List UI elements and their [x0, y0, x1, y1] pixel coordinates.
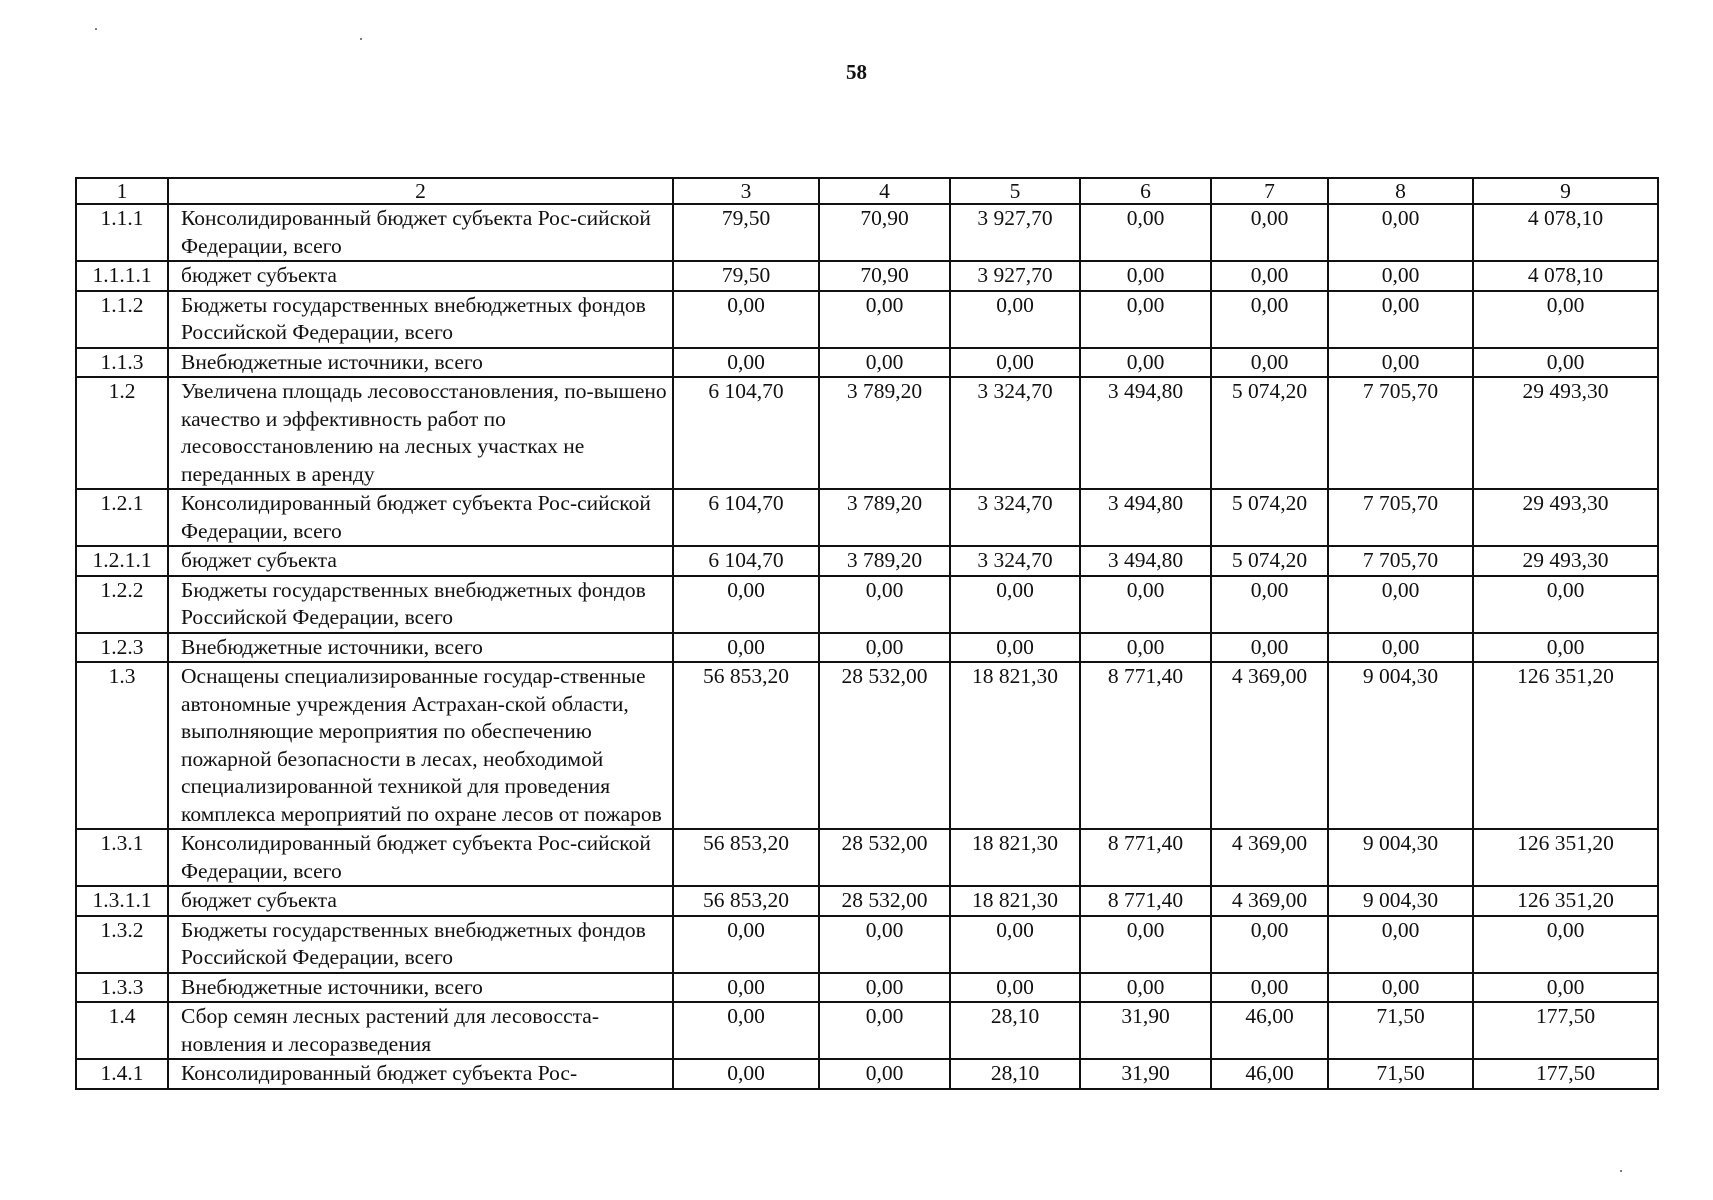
row-value-cell: 4 369,00 — [1211, 886, 1328, 916]
row-name-cell: Бюджеты государственных внебюджетных фондов Российской Федерации, всего — [168, 291, 673, 348]
row-name-cell: бюджет субъекта — [168, 886, 673, 916]
row-value-cell: 0,00 — [950, 916, 1080, 973]
row-value-cell: 70,90 — [819, 204, 950, 261]
row-value-cell: 0,00 — [819, 633, 950, 663]
table-header-row — [76, 178, 1658, 204]
row-value-cell: 0,00 — [1473, 348, 1658, 378]
row-name-cell: Увеличена площадь лесовосстановления, по-вышено качество и эффективность работ по лесовосстановлению на лесных участках не переданных в аренду — [168, 377, 673, 489]
row-value-cell: 4 078,10 — [1473, 261, 1658, 291]
row-value-cell: 0,00 — [1080, 204, 1211, 261]
table-row — [76, 633, 1658, 663]
row-name-cell: Консолидированный бюджет субъекта Рос-сийской Федерации, всего — [168, 489, 673, 546]
table-row — [76, 204, 1658, 261]
row-value-cell: 29 493,30 — [1473, 377, 1658, 489]
table-row — [76, 576, 1658, 633]
table-row — [76, 377, 1658, 489]
row-value-cell: 0,00 — [1473, 973, 1658, 1003]
row-value-cell: 18 821,30 — [950, 829, 1080, 886]
row-value-cell: 29 493,30 — [1473, 546, 1658, 576]
row-value-cell: 0,00 — [1080, 973, 1211, 1003]
row-value-cell: 4 078,10 — [1473, 204, 1658, 261]
row-value-cell: 0,00 — [1328, 973, 1473, 1003]
budget-table — [75, 177, 1659, 1090]
row-value-cell: 79,50 — [673, 204, 819, 261]
row-value-cell: 0,00 — [1328, 204, 1473, 261]
row-code-cell: 1.2.1.1 — [76, 546, 168, 576]
row-value-cell: 6 104,70 — [673, 377, 819, 489]
scan-speck — [360, 38, 362, 40]
row-value-cell: 31,90 — [1080, 1059, 1211, 1089]
header-cell: 4 — [819, 178, 950, 204]
row-value-cell: 3 494,80 — [1080, 377, 1211, 489]
row-value-cell: 71,50 — [1328, 1059, 1473, 1089]
row-value-cell: 28 532,00 — [819, 829, 950, 886]
row-value-cell: 6 104,70 — [673, 489, 819, 546]
row-code-cell: 1.2.1 — [76, 489, 168, 546]
row-value-cell: 56 853,20 — [673, 886, 819, 916]
row-value-cell: 0,00 — [1473, 633, 1658, 663]
row-value-cell: 0,00 — [1328, 916, 1473, 973]
table-row — [76, 829, 1658, 886]
header-cell: 8 — [1328, 178, 1473, 204]
row-value-cell: 9 004,30 — [1328, 662, 1473, 829]
header-cell: 1 — [76, 178, 168, 204]
row-name-cell: Сбор семян лесных растений для лесовосста-новления и лесоразведения — [168, 1002, 673, 1059]
row-code-cell: 1.2.3 — [76, 633, 168, 663]
header-cell: 6 — [1080, 178, 1211, 204]
row-value-cell: 18 821,30 — [950, 886, 1080, 916]
row-value-cell: 5 074,20 — [1211, 546, 1328, 576]
row-name-cell: Консолидированный бюджет субъекта Рос-сийской Федерации, всего — [168, 829, 673, 886]
row-code-cell: 1.1.2 — [76, 291, 168, 348]
row-value-cell: 3 494,80 — [1080, 546, 1211, 576]
row-value-cell: 79,50 — [673, 261, 819, 291]
row-value-cell: 28 532,00 — [819, 886, 950, 916]
row-code-cell: 1.3.1.1 — [76, 886, 168, 916]
row-value-cell: 9 004,30 — [1328, 886, 1473, 916]
row-value-cell: 3 324,70 — [950, 546, 1080, 576]
row-value-cell: 0,00 — [1080, 916, 1211, 973]
row-value-cell: 5 074,20 — [1211, 489, 1328, 546]
row-value-cell: 0,00 — [1328, 348, 1473, 378]
row-value-cell: 0,00 — [673, 916, 819, 973]
row-value-cell: 0,00 — [819, 576, 950, 633]
row-value-cell: 177,50 — [1473, 1059, 1658, 1089]
row-value-cell: 56 853,20 — [673, 662, 819, 829]
row-name-cell: Консолидированный бюджет субъекта Рос- — [168, 1059, 673, 1089]
row-value-cell: 3 927,70 — [950, 204, 1080, 261]
row-value-cell: 7 705,70 — [1328, 546, 1473, 576]
table-row — [76, 348, 1658, 378]
row-code-cell: 1.3.2 — [76, 916, 168, 973]
row-value-cell: 0,00 — [819, 1002, 950, 1059]
row-value-cell: 18 821,30 — [950, 662, 1080, 829]
row-value-cell: 0,00 — [1211, 348, 1328, 378]
row-code-cell: 1.1.3 — [76, 348, 168, 378]
row-value-cell: 0,00 — [950, 291, 1080, 348]
row-value-cell: 0,00 — [673, 1059, 819, 1089]
row-value-cell: 8 771,40 — [1080, 829, 1211, 886]
row-value-cell: 0,00 — [1473, 576, 1658, 633]
row-value-cell: 0,00 — [1080, 633, 1211, 663]
header-cell: 3 — [673, 178, 819, 204]
row-value-cell: 0,00 — [819, 916, 950, 973]
table-row — [76, 261, 1658, 291]
row-value-cell: 0,00 — [819, 348, 950, 378]
row-value-cell: 7 705,70 — [1328, 377, 1473, 489]
row-value-cell: 0,00 — [673, 348, 819, 378]
row-value-cell: 6 104,70 — [673, 546, 819, 576]
row-value-cell: 3 789,20 — [819, 377, 950, 489]
row-value-cell: 71,50 — [1328, 1002, 1473, 1059]
row-name-cell: Внебюджетные источники, всего — [168, 348, 673, 378]
row-value-cell: 0,00 — [950, 973, 1080, 1003]
row-value-cell: 0,00 — [1080, 261, 1211, 291]
row-code-cell: 1.3 — [76, 662, 168, 829]
row-value-cell: 28 532,00 — [819, 662, 950, 829]
row-value-cell: 0,00 — [1328, 261, 1473, 291]
table-row — [76, 662, 1658, 829]
row-value-cell: 0,00 — [819, 291, 950, 348]
row-value-cell: 0,00 — [819, 973, 950, 1003]
row-name-cell: Бюджеты государственных внебюджетных фондов Российской Федерации, всего — [168, 916, 673, 973]
row-code-cell: 1.3.1 — [76, 829, 168, 886]
row-value-cell: 8 771,40 — [1080, 886, 1211, 916]
scan-speck — [95, 28, 97, 30]
header-cell: 5 — [950, 178, 1080, 204]
row-value-cell: 0,00 — [1211, 261, 1328, 291]
table-row — [76, 973, 1658, 1003]
row-value-cell: 126 351,20 — [1473, 829, 1658, 886]
table-row — [76, 916, 1658, 973]
row-value-cell: 3 494,80 — [1080, 489, 1211, 546]
row-code-cell: 1.4 — [76, 1002, 168, 1059]
row-value-cell: 7 705,70 — [1328, 489, 1473, 546]
row-value-cell: 0,00 — [1211, 916, 1328, 973]
table-row — [76, 489, 1658, 546]
row-value-cell: 28,10 — [950, 1002, 1080, 1059]
row-value-cell: 3 324,70 — [950, 489, 1080, 546]
row-value-cell: 70,90 — [819, 261, 950, 291]
table-row — [76, 886, 1658, 916]
row-value-cell: 0,00 — [1473, 916, 1658, 973]
row-code-cell: 1.2.2 — [76, 576, 168, 633]
row-value-cell: 126 351,20 — [1473, 662, 1658, 829]
row-value-cell: 0,00 — [673, 973, 819, 1003]
row-value-cell: 8 771,40 — [1080, 662, 1211, 829]
header-cell: 9 — [1473, 178, 1658, 204]
row-value-cell: 0,00 — [1211, 204, 1328, 261]
row-code-cell: 1.3.3 — [76, 973, 168, 1003]
row-value-cell: 4 369,00 — [1211, 829, 1328, 886]
row-value-cell: 0,00 — [673, 576, 819, 633]
row-value-cell: 56 853,20 — [673, 829, 819, 886]
table-row — [76, 1002, 1658, 1059]
row-value-cell: 0,00 — [1211, 973, 1328, 1003]
row-name-cell: Бюджеты государственных внебюджетных фондов Российской Федерации, всего — [168, 576, 673, 633]
row-value-cell: 0,00 — [1211, 291, 1328, 348]
row-value-cell: 4 369,00 — [1211, 662, 1328, 829]
row-name-cell: бюджет субъекта — [168, 261, 673, 291]
row-value-cell: 0,00 — [950, 348, 1080, 378]
row-code-cell: 1.4.1 — [76, 1059, 168, 1089]
row-value-cell: 3 324,70 — [950, 377, 1080, 489]
row-value-cell: 29 493,30 — [1473, 489, 1658, 546]
row-value-cell: 31,90 — [1080, 1002, 1211, 1059]
table-body — [76, 178, 1658, 1089]
table-row — [76, 1059, 1658, 1089]
row-value-cell: 46,00 — [1211, 1002, 1328, 1059]
row-value-cell: 0,00 — [1328, 576, 1473, 633]
row-value-cell: 177,50 — [1473, 1002, 1658, 1059]
row-code-cell: 1.1.1 — [76, 204, 168, 261]
header-cell: 7 — [1211, 178, 1328, 204]
row-value-cell: 5 074,20 — [1211, 377, 1328, 489]
row-value-cell: 0,00 — [1080, 576, 1211, 633]
row-value-cell: 0,00 — [1473, 291, 1658, 348]
row-value-cell: 0,00 — [673, 633, 819, 663]
row-value-cell: 126 351,20 — [1473, 886, 1658, 916]
row-value-cell: 46,00 — [1211, 1059, 1328, 1089]
row-value-cell: 0,00 — [1080, 291, 1211, 348]
row-value-cell: 0,00 — [950, 633, 1080, 663]
row-value-cell: 3 789,20 — [819, 546, 950, 576]
page-number: 58 — [846, 60, 867, 84]
header-cell: 2 — [168, 178, 673, 204]
row-value-cell: 0,00 — [673, 1002, 819, 1059]
row-value-cell: 0,00 — [1328, 291, 1473, 348]
row-value-cell: 0,00 — [1080, 348, 1211, 378]
row-value-cell: 3 927,70 — [950, 261, 1080, 291]
table-row — [76, 546, 1658, 576]
row-value-cell: 28,10 — [950, 1059, 1080, 1089]
row-value-cell: 3 789,20 — [819, 489, 950, 546]
table-row — [76, 291, 1658, 348]
row-name-cell: Внебюджетные источники, всего — [168, 633, 673, 663]
row-value-cell: 9 004,30 — [1328, 829, 1473, 886]
row-name-cell: Внебюджетные источники, всего — [168, 973, 673, 1003]
row-name-cell: Оснащены специализированные государ-ственные автономные учреждения Астрахан-ской области, выполняющие мероприятия по обеспечению пожарной безопасности в лесах, необходимой специализированной техникой для проведения комплекса мероприятий по охране лесов от пожаров — [168, 662, 673, 829]
row-value-cell: 0,00 — [1211, 633, 1328, 663]
row-value-cell: 0,00 — [819, 1059, 950, 1089]
row-value-cell: 0,00 — [1211, 576, 1328, 633]
row-code-cell: 1.1.1.1 — [76, 261, 168, 291]
row-value-cell: 0,00 — [673, 291, 819, 348]
row-name-cell: Консолидированный бюджет субъекта Рос-сийской Федерации, всего — [168, 204, 673, 261]
row-code-cell: 1.2 — [76, 377, 168, 489]
scan-speck — [1620, 1170, 1622, 1172]
row-value-cell: 0,00 — [1328, 633, 1473, 663]
row-name-cell: бюджет субъекта — [168, 546, 673, 576]
row-value-cell: 0,00 — [950, 576, 1080, 633]
